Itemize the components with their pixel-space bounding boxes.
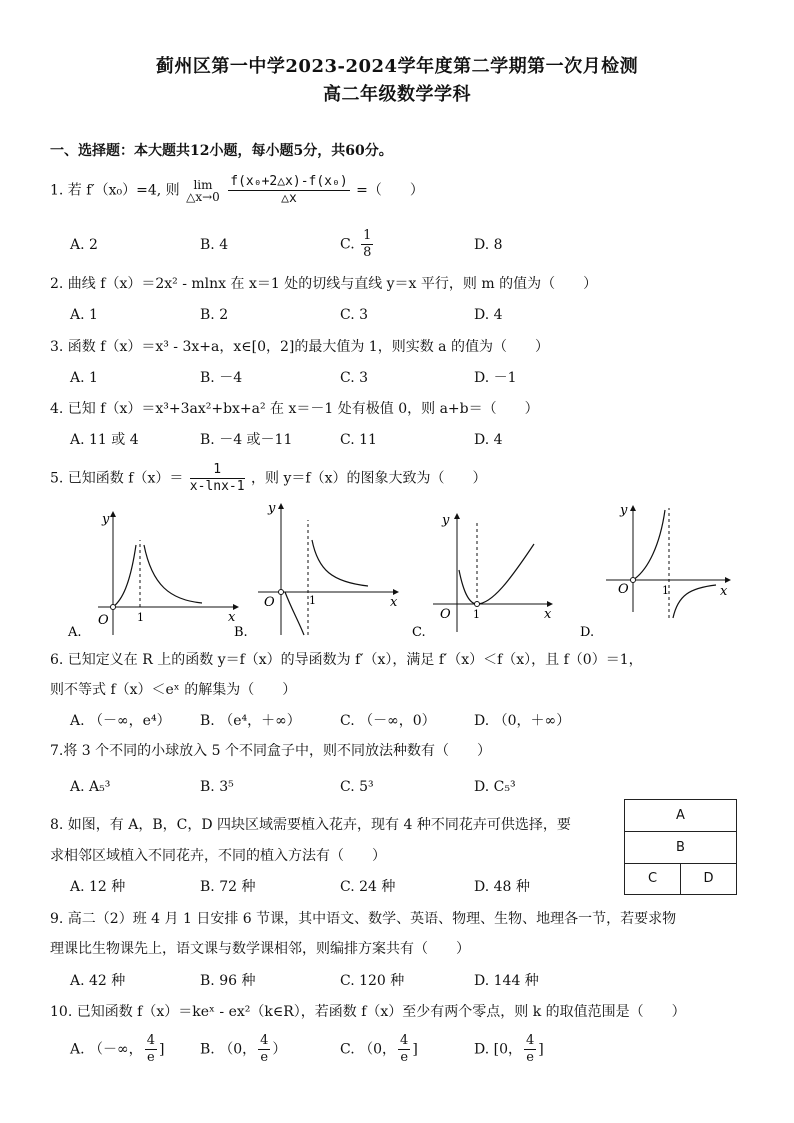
q1-option-c-fraction — [361, 228, 373, 261]
graph-d-x-label: x — [720, 584, 728, 599]
q10-c-closer: ] — [412, 1041, 418, 1058]
q10-c-den: e — [400, 1050, 409, 1065]
q5-numerator: 1 — [190, 462, 245, 479]
q8-option-a[interactable]: A. 12 种 — [70, 879, 126, 895]
graph-c-one: 1 — [473, 608, 480, 621]
graph-c[interactable] — [412, 513, 552, 640]
q10-d-den: e — [526, 1050, 534, 1065]
question-9-stem-1: 9. 高二（2）班 4 月 1 日安排 6 节课，其中语文、数学、英语、物理、生物、地理各一节，若要求物 — [50, 911, 677, 927]
graph-a-x-label: x — [228, 610, 236, 625]
q8-option-c[interactable]: C. 24 种 — [340, 879, 396, 895]
q10-c-label: C. （0， — [340, 1041, 397, 1058]
q4-option-a[interactable]: A. 11 或 4 — [70, 432, 139, 448]
q3-option-d[interactable]: D. －1 — [474, 370, 517, 386]
q1-option-a[interactable]: A. 2 — [70, 237, 98, 253]
q1-option-c[interactable] — [340, 228, 375, 261]
q1-limit — [186, 179, 220, 203]
q6-option-c[interactable]: C. （－∞，0） — [340, 713, 436, 729]
region-b: B — [625, 832, 736, 864]
exam-title: 蓟州区第一中学2023-2024学年度第二学期第一次月检测 — [155, 56, 639, 77]
q10-option-a[interactable] — [70, 1033, 164, 1066]
question-2-stem: 2. 曲线 f（x）＝2x² - mlnx 在 x＝1 处的切线与直线 y＝x 平行，则 m 的值为（ ） — [50, 276, 598, 292]
region-d: D — [703, 871, 714, 886]
graph-a-one: 1 — [137, 611, 144, 624]
q1-fraction — [228, 174, 349, 207]
q10-c-num: 4 — [400, 1033, 409, 1048]
q1-lim-sub: △x→0 — [186, 189, 220, 204]
q5-suffix: ，则 y＝f（x）的图象大致为（ ） — [251, 470, 487, 487]
q10-option-c[interactable] — [340, 1033, 418, 1066]
q10-b-num: 4 — [260, 1033, 269, 1048]
q9-option-b[interactable]: B. 96 种 — [200, 973, 256, 989]
q10-b-den: e — [260, 1050, 269, 1065]
question-3-stem: 3. 函数 f（x）＝x³ - 3x+a，x∈[0，2]的最大值为 1，则实数 a 的值为（ ） — [50, 339, 549, 355]
q10-a-den: e — [146, 1050, 155, 1065]
q4-option-c[interactable]: C. 11 — [340, 432, 377, 448]
question-8-stem-1: 8. 如图，有 A，B，C，D 四块区域需要植入花卉，现有 4 种不同花卉可供选择，要 — [50, 817, 571, 833]
graph-d-origin: O — [618, 582, 629, 597]
graph-c-origin: O — [440, 607, 451, 622]
q5-prefix: 5. 已知函数 f（x）＝ — [50, 470, 184, 487]
q7-option-d[interactable]: D. C₅³ — [474, 779, 516, 795]
region-a: A — [625, 800, 736, 832]
q4-option-d[interactable]: D. 4 — [474, 432, 503, 448]
q1-option-c-label: C. — [340, 236, 355, 253]
graph-b[interactable] — [234, 501, 398, 640]
q1-lim-word: lim — [193, 177, 213, 192]
q10-d-label: D. [0， — [474, 1041, 522, 1058]
q7-option-b[interactable]: B. 3⁵ — [200, 779, 234, 795]
graph-a[interactable] — [67, 512, 238, 640]
section-heading: 一、选择题：本大题共12小题，每小题5分，共60分。 — [50, 143, 393, 159]
q2-option-c[interactable]: C. 3 — [340, 307, 369, 323]
q9-option-a[interactable]: A. 42 种 — [70, 973, 126, 989]
q10-d-num: 4 — [526, 1033, 535, 1048]
q1-denominator: △x — [281, 191, 297, 206]
q10-a-label: A. （－∞， — [70, 1041, 143, 1058]
q1-numerator: f(x₀+2△x)-f(x₀) — [230, 174, 348, 189]
q3-option-c[interactable]: C. 3 — [340, 370, 369, 386]
q1-prefix: 1. 若 f′（x₀）=4, 则 — [50, 182, 180, 199]
q1-option-d[interactable]: D. 8 — [474, 237, 503, 253]
q8-option-b[interactable]: B. 72 种 — [200, 879, 256, 895]
graph-c-option: C. — [412, 625, 426, 640]
q2-option-d[interactable]: D. 4 — [474, 307, 503, 323]
question-6-stem-1: 6. 已知定义在 R 上的函数 y＝f（x）的导函数为 f′（x），满足 f′（x）＜f（x），且 f（0）＝1， — [50, 652, 643, 668]
q1-suffix: =（ ） — [356, 182, 424, 199]
q10-b-closer: ） — [272, 1041, 287, 1058]
region-c: C — [625, 864, 681, 894]
q5-fraction — [190, 462, 245, 495]
q3-option-b[interactable]: B. －4 — [200, 370, 243, 386]
graph-d-one: 1 — [662, 584, 669, 597]
q10-a-num: 4 — [146, 1033, 155, 1048]
q10-option-d[interactable] — [474, 1033, 544, 1066]
graph-b-y-label: y — [268, 501, 276, 516]
graph-a-option: A. — [68, 625, 82, 640]
q10-b-label: B. （0， — [200, 1041, 257, 1058]
q5-graphs — [60, 500, 760, 645]
q6-option-a[interactable]: A. （－∞，e⁴） — [70, 713, 171, 729]
q10-a-fraction — [145, 1033, 157, 1066]
q10-b-fraction — [258, 1033, 270, 1066]
exam-subtitle: 高二年级数学学科 — [323, 84, 471, 105]
q10-d-closer: ] — [538, 1041, 544, 1058]
q10-c-fraction — [398, 1033, 410, 1066]
graph-a-y-label: y — [102, 512, 110, 527]
q10-d-fraction — [524, 1033, 536, 1066]
q2-option-b[interactable]: B. 2 — [200, 307, 229, 323]
q8-region-diagram — [624, 799, 737, 895]
q3-option-a[interactable]: A. 1 — [70, 370, 98, 386]
question-5-stem — [50, 462, 486, 495]
question-1-stem — [50, 174, 424, 207]
question-9-stem-2: 理课比生物课先上，语文课与数学课相邻，则编排方案共有（ ） — [50, 941, 470, 957]
q2-option-a[interactable]: A. 1 — [70, 307, 98, 323]
q7-option-a[interactable]: A. A₅³ — [70, 779, 111, 795]
graph-d-y-label: y — [620, 503, 628, 518]
graph-c-x-label: x — [544, 607, 552, 622]
graph-c-y-label: y — [442, 513, 450, 528]
q10-option-b[interactable] — [200, 1033, 286, 1066]
q10-a-closer: ] — [158, 1041, 165, 1058]
question-8-stem-2: 求相邻区域植入不同花卉，不同的植入方法有（ ） — [50, 848, 386, 864]
question-10-stem: 10. 已知函数 f（x）＝keˣ - ex²（k∈R），若函数 f（x）至少有两个零点，则 k 的取值范围是（ ） — [50, 1004, 686, 1020]
graph-d-option: D. — [580, 625, 595, 640]
graph-b-one: 1 — [309, 594, 316, 607]
question-6-stem-2: 则不等式 f（x）＜eˣ 的解集为（ ） — [50, 682, 297, 698]
q4-option-b[interactable]: B. －4 或－11 — [200, 432, 293, 448]
q6-option-d[interactable]: D. （0，＋∞） — [474, 713, 571, 729]
graph-d[interactable] — [580, 503, 730, 640]
q1-c-num: 1 — [363, 228, 372, 243]
graph-b-origin: O — [264, 595, 275, 610]
graph-a-origin: O — [98, 613, 109, 628]
q6-option-b[interactable]: B. （e⁴，＋∞） — [200, 713, 301, 729]
q9-option-c[interactable]: C. 120 种 — [340, 973, 405, 989]
q1-c-den: 8 — [363, 245, 372, 260]
question-7-stem: 7.将 3 个不同的小球放入 5 个不同盒子中，则不同放法种数有（ ） — [50, 743, 491, 759]
q8-option-d[interactable]: D. 48 种 — [474, 879, 530, 895]
graph-b-option: B. — [234, 625, 248, 640]
question-4-stem: 4. 已知 f（x）＝x³+3ax²+bx+a² 在 x＝－1 处有极值 0，则 a+b＝（ ） — [50, 401, 539, 417]
q7-option-c[interactable]: C. 5³ — [340, 779, 374, 795]
q5-denominator: x-lnx-1 — [189, 479, 245, 494]
q1-option-b[interactable]: B. 4 — [200, 237, 229, 253]
q9-option-d[interactable]: D. 144 种 — [474, 973, 539, 989]
graph-b-x-label: x — [390, 595, 398, 610]
